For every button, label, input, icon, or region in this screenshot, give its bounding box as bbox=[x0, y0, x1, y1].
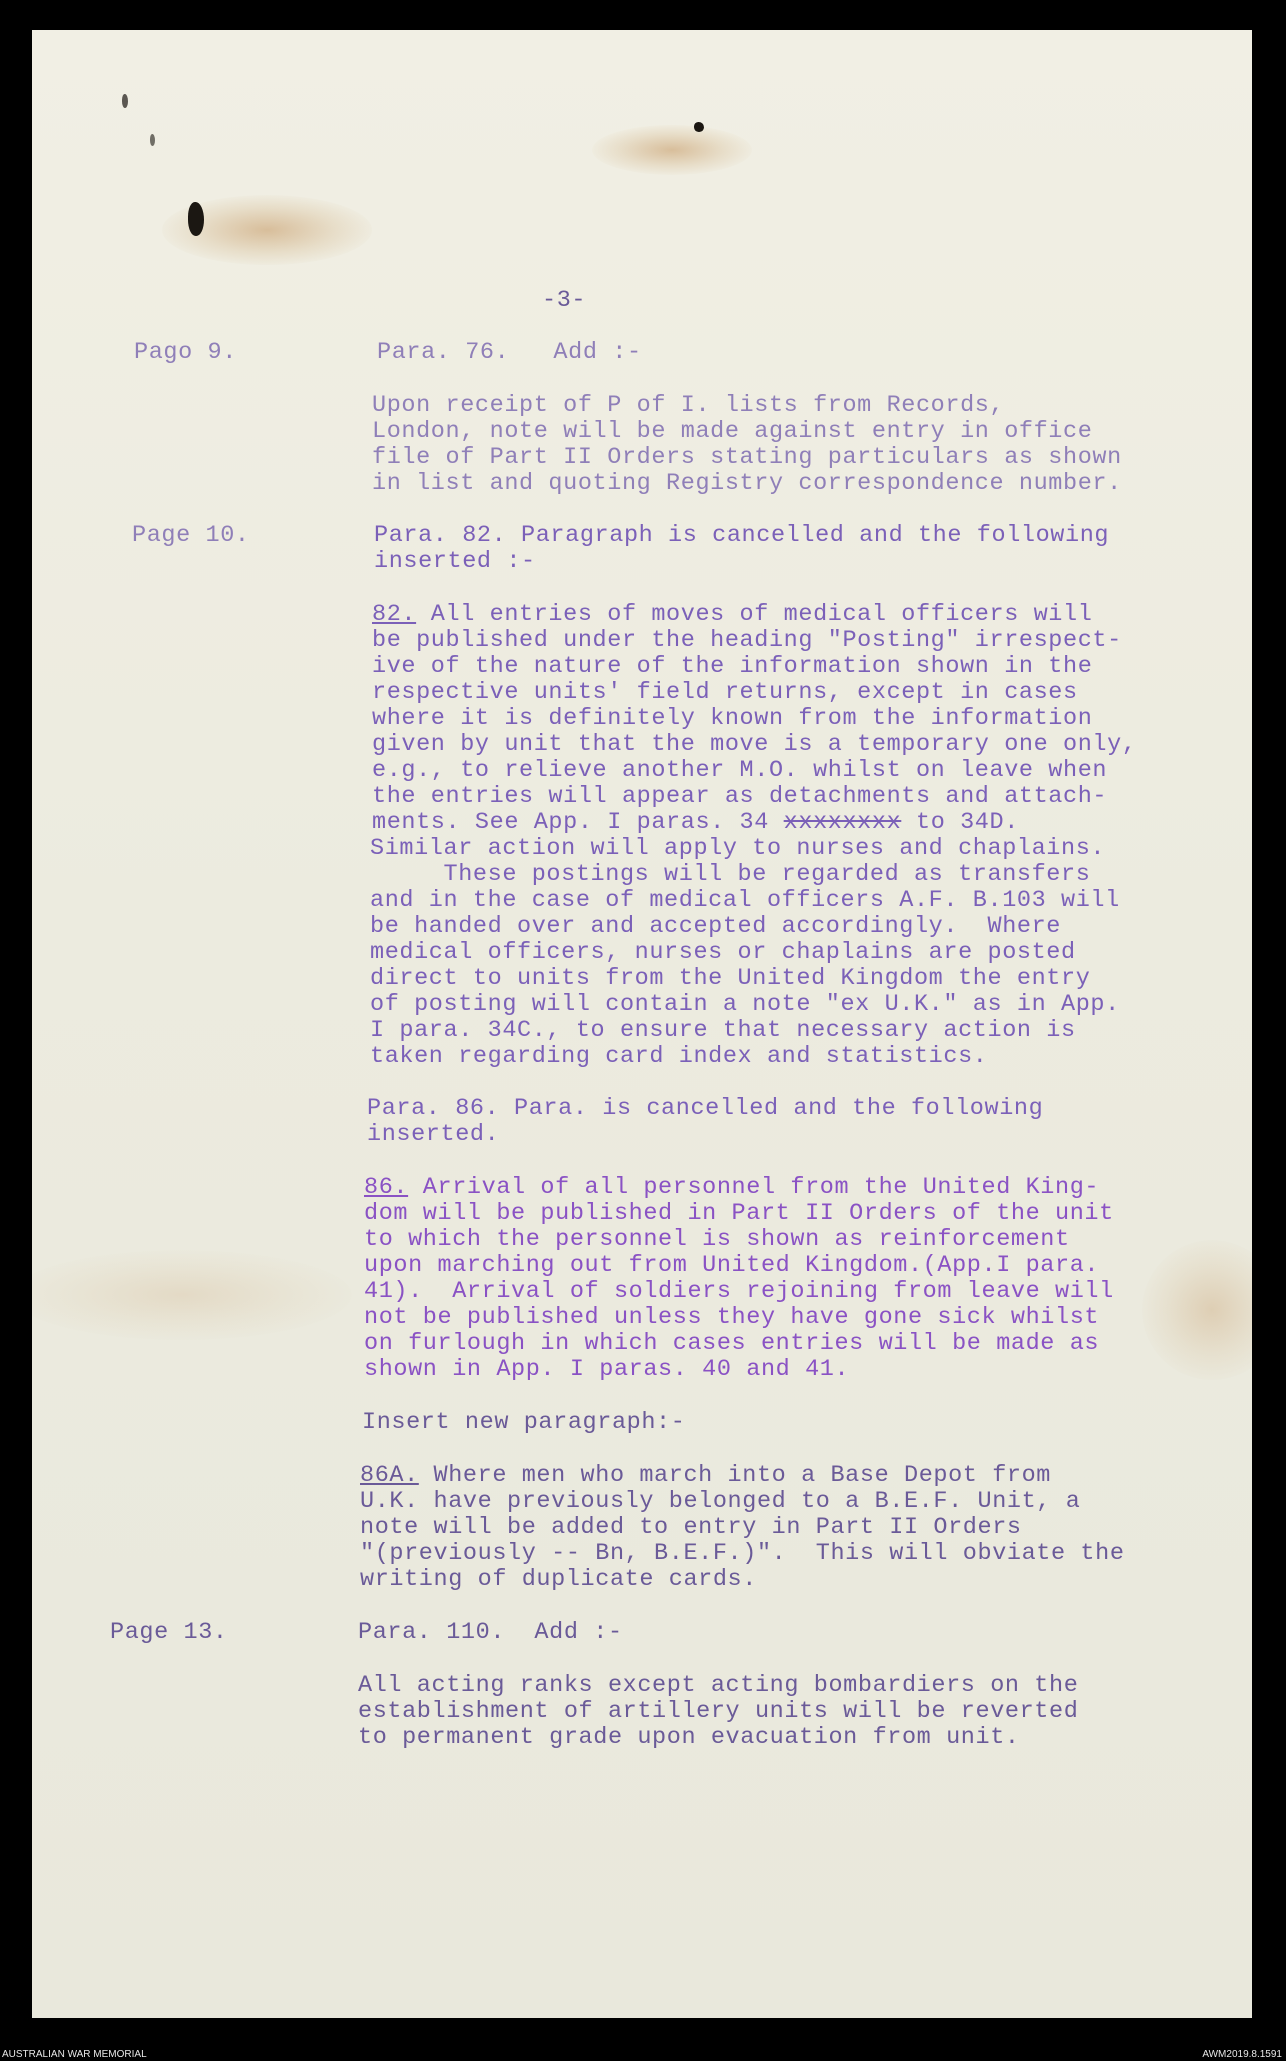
paragraph-text: e.g., to relieve another M.O. whilst on leave when bbox=[372, 757, 1108, 784]
paragraph-text: the entries will appear as detachments and attach- bbox=[372, 783, 1108, 810]
paragraph-text: on furlough in which cases entries will be made as bbox=[364, 1330, 1100, 1357]
paragraph-text: where it is definitely known from the information bbox=[372, 705, 1093, 732]
paragraph-text: Arrival of all personnel from the United King- bbox=[408, 1174, 1100, 1201]
footer-bar bbox=[0, 2048, 1286, 2061]
label-82: 82. bbox=[372, 601, 417, 628]
document-page bbox=[32, 30, 1252, 2018]
paragraph-text: medical officers, nurses or chaplains are posted bbox=[370, 939, 1076, 966]
paragraph-text: inserted. bbox=[367, 1121, 500, 1148]
paragraph-text: taken regarding card index and statistics. bbox=[370, 1043, 988, 1070]
label-86: 86. bbox=[364, 1174, 409, 1201]
page-reference: Page 13. bbox=[110, 1619, 228, 1646]
paragraph-text: "(previously -- Bn, B.E.F.)". This will obviate the bbox=[360, 1540, 1125, 1567]
water-stain bbox=[1142, 1240, 1252, 1380]
paragraph-text: Similar action will apply to nurses and chaplains. bbox=[370, 835, 1106, 862]
para-heading: Para. 82. Paragraph is cancelled and the following inserted :- bbox=[374, 522, 1110, 575]
paragraph-text: These postings will be regarded as transfers bbox=[370, 861, 1091, 888]
paragraph-text: note will be added to entry in Part II Orders bbox=[360, 1514, 1022, 1541]
paragraph-text: to permanent grade upon evacuation from unit. bbox=[358, 1724, 1020, 1751]
paragraph-text: London, note will be made against entry in office bbox=[372, 418, 1093, 445]
paragraph-text bbox=[372, 810, 1019, 836]
paragraph-text: U.K. have previously belonged to a B.E.F. Unit, a bbox=[360, 1488, 1081, 1515]
paragraph-text: writing of duplicate cards. bbox=[360, 1566, 757, 1593]
label-86a: 86A. bbox=[360, 1462, 419, 1489]
paragraph-label bbox=[360, 1463, 1051, 1489]
paragraph-text: All entries of moves of medical officers will bbox=[416, 601, 1093, 628]
paragraph-text: I para. 34C., to ensure that necessary action is bbox=[370, 1017, 1076, 1044]
paragraph-text: Insert new paragraph:- bbox=[362, 1409, 686, 1436]
paragraph-text: not be published unless they have gone sick whilst bbox=[364, 1304, 1100, 1331]
paragraph-text: of posting will contain a note "ex U.K." as in App. bbox=[370, 991, 1120, 1018]
para-heading: Para. 110. Add :- bbox=[358, 1619, 623, 1646]
paragraph-text: respective units' field returns, except in cases bbox=[372, 679, 1078, 706]
struck-text: xxxxxxxx bbox=[783, 809, 902, 836]
paragraph-text: establishment of artillery units will be reverted bbox=[358, 1698, 1079, 1725]
paragraph-text: 41). Arrival of soldiers rejoining from leave will bbox=[364, 1278, 1114, 1305]
page-number: -3- bbox=[542, 287, 587, 314]
paragraph-text: file of Part II Orders stating particulars as shown bbox=[372, 444, 1122, 471]
paragraph-text: to 34D. bbox=[901, 809, 1019, 836]
paragraph-text: ive of the nature of the information shown in the bbox=[372, 653, 1093, 680]
paragraph-label bbox=[364, 1175, 1099, 1201]
paragraph-text: Upon receipt of P of I. lists from Records, bbox=[372, 392, 1005, 419]
punch-hole bbox=[122, 94, 128, 108]
paragraph-text: direct to units from the United Kingdom the entry bbox=[370, 965, 1091, 992]
para-heading: Para. 76. Add :- bbox=[377, 339, 642, 366]
page-reference: Pago 9. bbox=[134, 339, 237, 366]
rust-stain bbox=[592, 125, 752, 175]
paragraph-text: Para. 86. Para. is cancelled and the following bbox=[367, 1095, 1044, 1122]
paragraph-text: shown in App. I paras. 40 and 41. bbox=[364, 1356, 850, 1383]
paragraph-text: be published under the heading "Posting" irrespect- bbox=[372, 627, 1122, 654]
paragraph-text: dom will be published in Part II Orders of the unit bbox=[364, 1200, 1114, 1227]
paragraph-text: upon marching out from United Kingdom.(App.I para. bbox=[364, 1252, 1100, 1279]
paragraph-text: be handed over and accepted accordingly. Where bbox=[370, 913, 1062, 940]
footer-catalogue-number: AWM2019.8.1591 bbox=[1202, 2049, 1282, 2060]
paragraph-text: All acting ranks except acting bombardiers on the bbox=[358, 1672, 1079, 1699]
page-reference: Page 10. bbox=[132, 522, 250, 549]
paragraph-label bbox=[372, 602, 1092, 628]
punch-hole bbox=[188, 202, 204, 236]
paragraph-text: to which the personnel is shown as reinforcement bbox=[364, 1226, 1070, 1253]
punch-hole bbox=[694, 122, 704, 132]
paragraph-text: given by unit that the move is a temporary one only, bbox=[372, 731, 1137, 758]
punch-hole bbox=[150, 134, 155, 146]
paragraph-text: in list and quoting Registry correspondence number. bbox=[372, 470, 1122, 497]
paragraph-text: ments. See App. I paras. 34 bbox=[372, 809, 769, 836]
water-stain bbox=[32, 1250, 352, 1340]
footer-institution: AUSTRALIAN WAR MEMORIAL bbox=[2, 2049, 147, 2060]
paragraph-text: Where men who march into a Base Depot from bbox=[418, 1462, 1052, 1489]
paragraph-text: and in the case of medical officers A.F. B.103 will bbox=[370, 887, 1120, 914]
